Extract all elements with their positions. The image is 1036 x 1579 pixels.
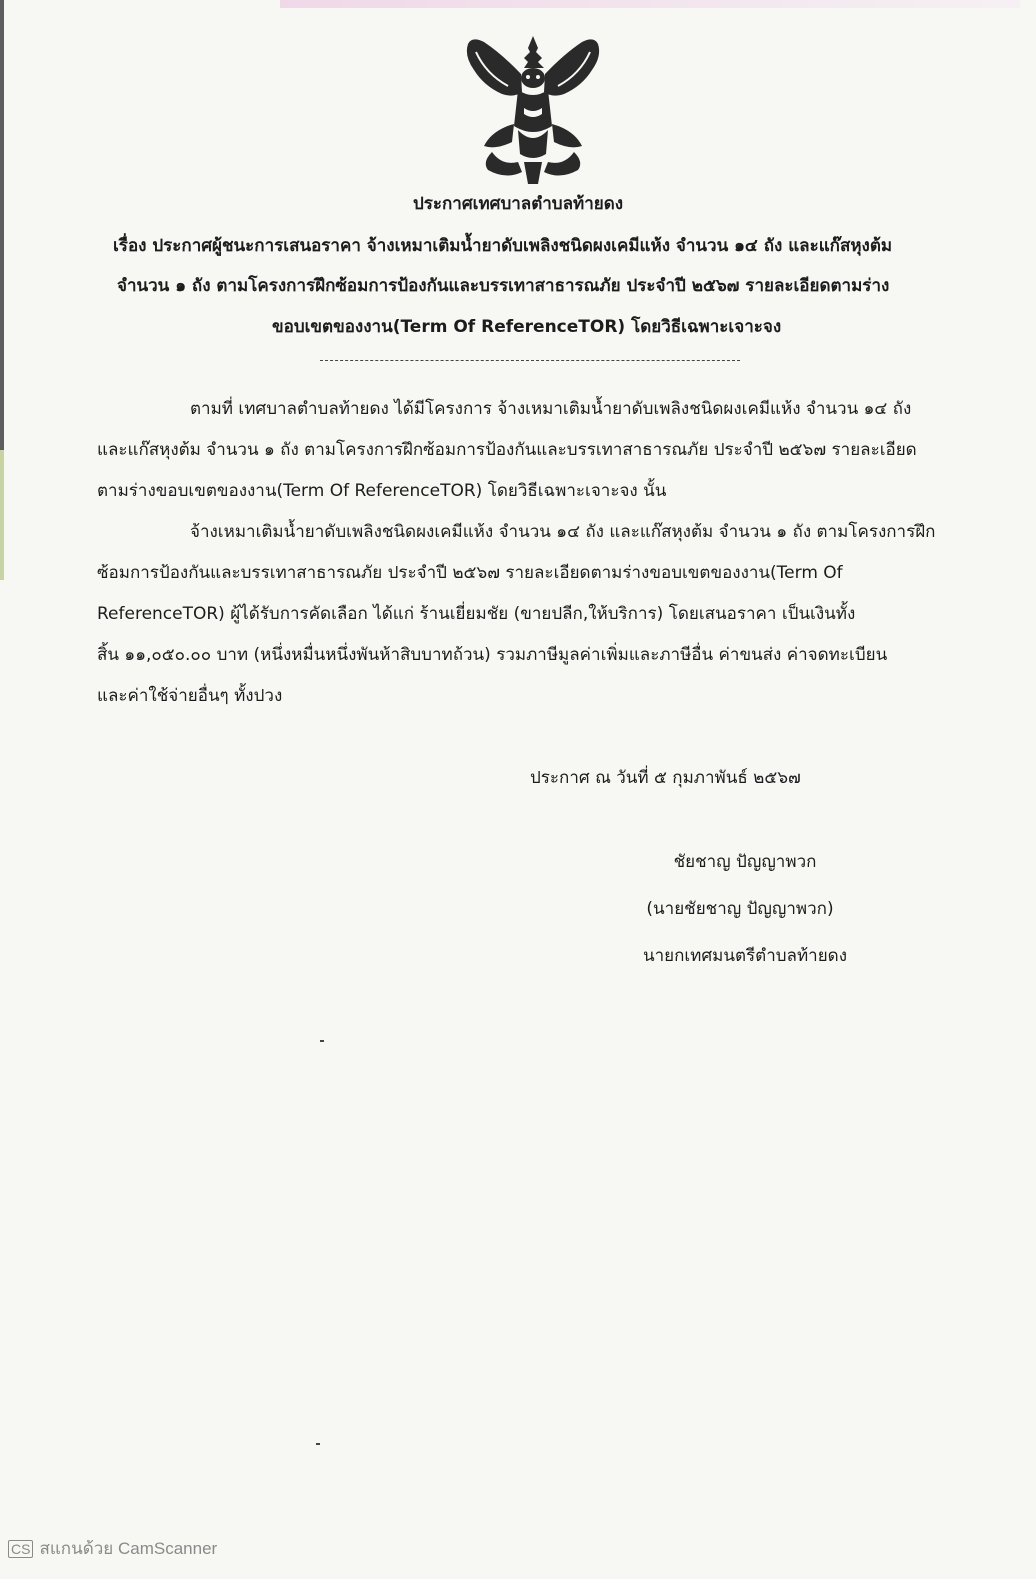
divider-line (320, 360, 740, 361)
camscanner-text: สแกนด้วย CamScanner (39, 1539, 218, 1558)
scan-edge-tint (0, 450, 4, 580)
body-line-7: สิ้น ๑๑,๐๕๐.๐๐ บาท (หนึ่งหมื่นหนึ่งพันห้าสิบบาทถ้วน) รวมภาษีมูลค่าเพิ่มและภาษีอื่น ค่าขนส่ง ค่าจดทะเบียน (97, 645, 888, 665)
scan-top-bleed (280, 0, 1020, 8)
signatory-position: นายกเทศมนตรีตำบลท้ายดง (642, 946, 848, 966)
announce-date: ประกาศ ณ วันที่ ๕ กุมภาพันธ์ ๒๕๖๗ (530, 768, 801, 788)
subject-line-1: เรื่อง ประกาศผู้ชนะการเสนอราคา จ้างเหมาเติมน้ำยาดับเพลิงชนิดผงเคมีแห้ง จำนวน ๑๔ ถัง และแก๊สหุงต้ม (113, 236, 893, 256)
body-line-8: และค่าใช้จ่ายอื่นๆ ทั้งปวง (97, 686, 283, 706)
body-line-3: ตามร่างขอบเขตของงาน(Term Of ReferenceTOR) โดยวิธีเฉพาะเจาะจง นั้น (97, 481, 667, 501)
scan-edge-shadow (0, 0, 4, 450)
subject-line-3: ขอบเขตของงาน(Term Of ReferenceTOR) โดยวิธีเฉพาะเจาะจง (272, 317, 782, 337)
body-line-4: จ้างเหมาเติมน้ำยาดับเพลิงชนิดผงเคมีแห้ง จำนวน ๑๔ ถัง และแก๊สหุงต้ม จำนวน ๑ ถัง ตามโครงการฝึก (190, 522, 936, 542)
subject-line-2: จำนวน ๑ ถัง ตามโครงการฝึกซ้อมการป้องกันและบรรเทาสาธารณภัย ประจำปี ๒๕๖๗ รายละเอียดตามร่าง (117, 276, 890, 296)
body-line-5: ซ้อมการป้องกันและบรรเทาสาธารณภัย ประจำปี ๒๕๖๗ รายละเอียดตามร่างขอบเขตของงาน(Term Of (97, 563, 843, 583)
signatory-name: (นายชัยชาญ ปัญญาพวก) (646, 899, 834, 919)
scan-speck (316, 1443, 320, 1445)
announcement-title: ประกาศเทศบาลตำบลท้ายดง (412, 194, 624, 214)
camscanner-watermark (8, 1535, 217, 1562)
handwritten-signature: ชัยชาญ ปัญญาพวก (673, 852, 817, 872)
body-line-2: และแก๊สหุงต้ม จำนวน ๑ ถัง ตามโครงการฝึกซ้อมการป้องกันและบรรเทาสาธารณภัย ประจำปี ๒๕๖๗ รายละเอียด (97, 440, 917, 460)
camscanner-logo: CS (8, 1540, 33, 1558)
body-line-1: ตามที่ เทศบาลตำบลท้ายดง ได้มีโครงการ จ้างเหมาเติมน้ำยาดับเพลิงชนิดผงเคมีแห้ง จำนวน ๑๔ ถัง (190, 399, 912, 419)
scan-speck (320, 1040, 324, 1042)
garuda-emblem-icon (462, 34, 604, 184)
body-line-6: ReferenceTOR) ผู้ได้รับการคัดเลือก ได้แก่ ร้านเยี่ยมชัย (ขายปลีก,ให้บริการ) โดยเสนอราคา เป็นเงินทั้ง (97, 604, 856, 624)
